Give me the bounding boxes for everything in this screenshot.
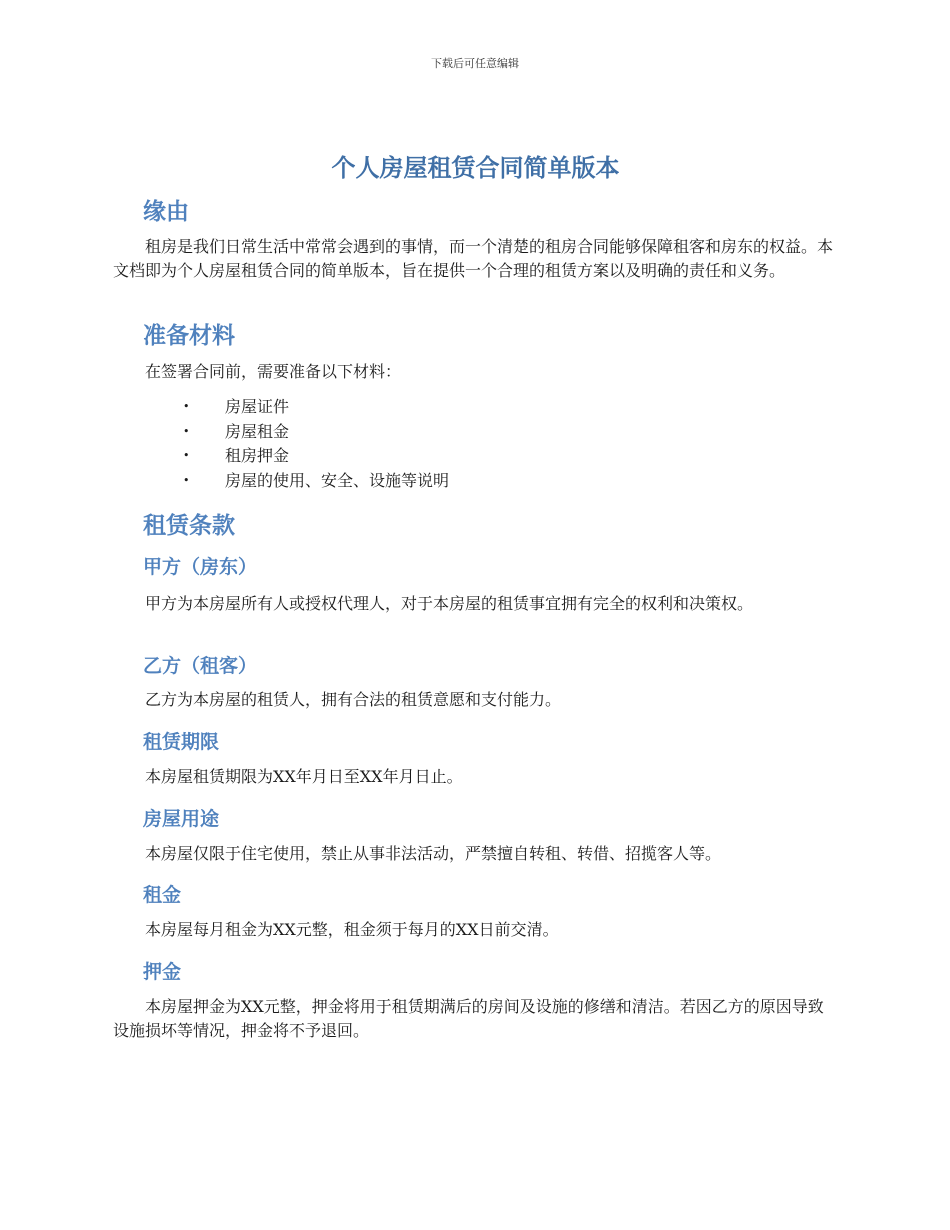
paragraph-rent: 本房屋每月租金为XX元整，租金须于每月的XX日前交清。 bbox=[145, 920, 559, 939]
list-item bbox=[113, 444, 449, 469]
heading-terms: 租赁条款 bbox=[143, 513, 235, 539]
paragraph-usage: 本房屋仅限于住宅使用，禁止从事非法活动，严禁擅自转租、转借、招揽客人等。 bbox=[145, 844, 722, 863]
list-item-label: 房屋证件 bbox=[225, 397, 290, 416]
bullet-icon: • bbox=[183, 449, 190, 462]
list-item-label: 房屋的使用、安全、设施等说明 bbox=[225, 470, 450, 490]
heading-party-b: 乙方（租客） bbox=[143, 655, 258, 677]
heading-usage: 房屋用途 bbox=[143, 808, 220, 830]
list-item-label: 房屋租金 bbox=[225, 421, 290, 441]
paragraph-materials-intro: 在签署合同前，需要准备以下材料： bbox=[145, 362, 402, 381]
paragraph-party-b: 乙方为本房屋的租赁人，拥有合法的租赁意愿和支付能力。 bbox=[145, 690, 562, 709]
heading-party-a: 甲方（房东） bbox=[143, 556, 258, 578]
heading-rent: 租金 bbox=[143, 884, 182, 906]
heading-reason: 缘由 bbox=[143, 199, 189, 225]
paragraph-reason: 租房是我们日常生活中常常会遇到的事情，而一个清楚的租房合同能够保障租客和房东的权益。本文档即为个人房屋租赁合同的简单版本，旨在提供一个合理的租赁方案以及明确的责任和义务。 bbox=[113, 237, 834, 280]
heading-period: 租赁期限 bbox=[143, 731, 220, 753]
heading-materials: 准备材料 bbox=[143, 323, 235, 349]
paragraph-deposit: 本房屋押金为XX元整，押金将用于租赁期满后的房间及设施的修缮和清洁。若因乙方的原因导致设施损坏等情况，押金将不予退回。 bbox=[113, 997, 824, 1040]
bullet-icon: • bbox=[183, 400, 190, 413]
list-item bbox=[113, 420, 449, 445]
bullet-icon: • bbox=[183, 473, 190, 487]
materials-list bbox=[113, 395, 449, 493]
list-item bbox=[113, 469, 449, 494]
list-item bbox=[113, 395, 449, 420]
header-note: 下载后可任意编辑 bbox=[431, 57, 519, 70]
list-item-label: 租房押金 bbox=[225, 446, 290, 465]
document-title: 个人房屋租赁合同简单版本 bbox=[331, 154, 620, 182]
paragraph-party-a: 甲方为本房屋所有人或授权代理人，对于本房屋的租赁事宜拥有完全的权利和决策权。 bbox=[145, 594, 754, 613]
bullet-icon: • bbox=[183, 424, 190, 438]
paragraph-period: 本房屋租赁期限为XX年月日至XX年月日止。 bbox=[145, 767, 463, 786]
heading-deposit: 押金 bbox=[143, 961, 182, 983]
